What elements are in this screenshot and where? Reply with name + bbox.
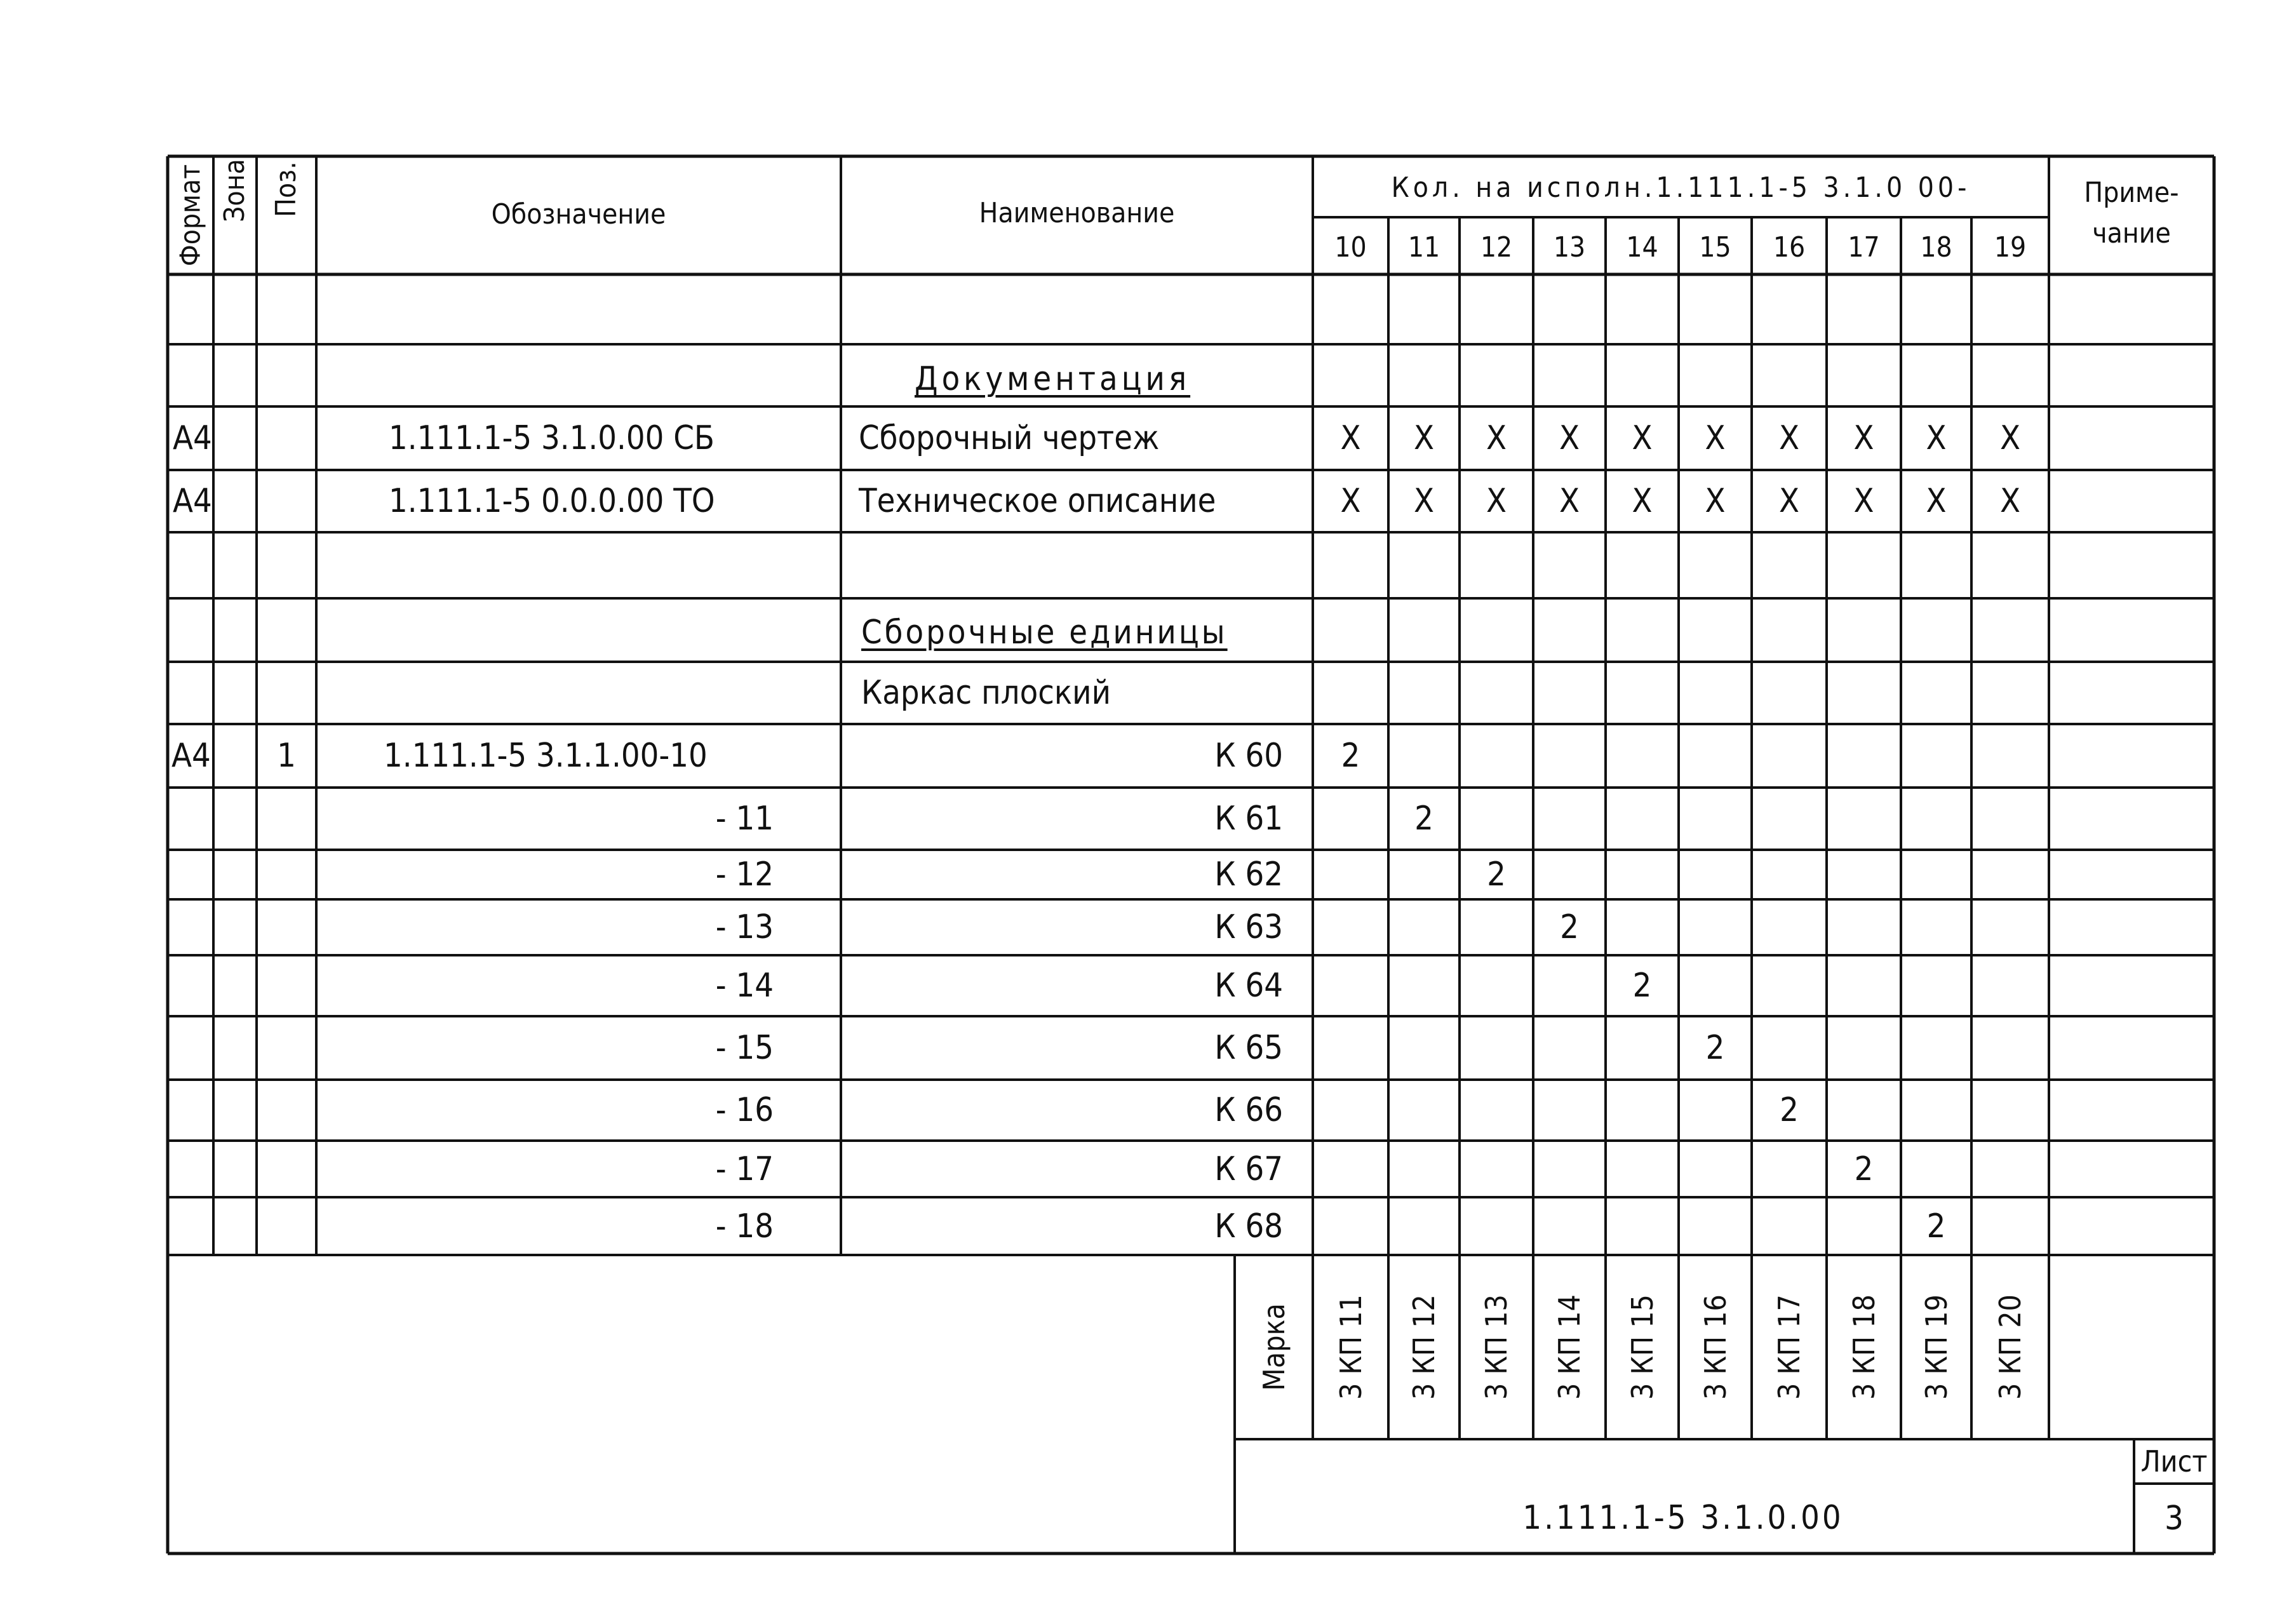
marka-value: 3 КП 14 (1552, 1294, 1587, 1400)
frame-row-qty: 2 (1632, 967, 1652, 1005)
frame-row-name: К 68 (1214, 1207, 1283, 1245)
header-variant-10: 10 (1334, 231, 1367, 264)
doc-row-name: Техническое описание (859, 482, 1216, 520)
header-variant-16: 16 (1773, 231, 1806, 264)
marka-value: 3 КП 15 (1625, 1294, 1660, 1400)
frame-row-designation: - 17 (715, 1150, 774, 1188)
marka-label: Марка (1256, 1303, 1291, 1391)
frame-row-name: К 65 (1214, 1029, 1283, 1067)
header-variant-15: 15 (1699, 231, 1731, 264)
doc-row-mark: X (1778, 482, 1800, 520)
sheet-label: Лист (2140, 1444, 2208, 1479)
frame-row-designation: - 11 (715, 800, 774, 838)
doc-row-mark: X (1632, 482, 1653, 520)
sheet-number: 3 (2165, 1500, 2184, 1538)
frame-row-name: К 60 (1214, 737, 1283, 775)
header-zone: Зона (218, 159, 251, 222)
doc-row-designation: 1.111.1-5 3.1.0.00 СБ (389, 419, 715, 457)
doc-row-mark: X (1999, 419, 2021, 457)
doc-row-mark: X (1853, 419, 1874, 457)
doc-row-mark: X (1559, 482, 1580, 520)
frame-row-name: К 67 (1214, 1150, 1283, 1188)
frame-row-designation: - 13 (715, 908, 774, 946)
frame-row-designation: - 18 (715, 1207, 774, 1245)
header-variant-17: 17 (1848, 231, 1880, 264)
doc-row-mark: X (1705, 482, 1726, 520)
doc-row-mark: X (1926, 482, 1947, 520)
doc-row-mark: X (1413, 419, 1435, 457)
doc-row-mark: X (1486, 482, 1507, 520)
doc-row-mark: X (1559, 419, 1580, 457)
frame-row-name: К 62 (1214, 856, 1283, 894)
doc-row-mark: X (1999, 482, 2021, 520)
header-note-line1: Приме- (2084, 177, 2179, 209)
header-note-line2: чание (2092, 217, 2171, 250)
doc-row-name: Сборочный чертеж (859, 419, 1160, 457)
frame-row-name: К 61 (1214, 800, 1283, 838)
section-flat-frame: Каркас плоский (861, 674, 1111, 712)
header-variant-19: 19 (1994, 231, 2027, 264)
header-variant-12: 12 (1480, 231, 1513, 264)
frame-row-name: К 63 (1214, 908, 1283, 946)
frame-row-qty: 2 (1414, 800, 1433, 838)
doc-row-designation: 1.111.1-5 0.0.0.00 ТО (389, 482, 715, 520)
marka-value: 3 КП 19 (1919, 1294, 1954, 1400)
marka-value: 3 КП 12 (1406, 1294, 1441, 1400)
frame-row-name: К 66 (1214, 1091, 1283, 1129)
frame-row-designation: 1.111.1-5 3.1.1.00-10 (384, 737, 708, 775)
section-assembly-units: Сборочные единицы (861, 614, 1228, 652)
header-format: Формат (173, 164, 206, 267)
doc-row-mark: X (1486, 419, 1507, 457)
frame-row-qty: 2 (1926, 1207, 1946, 1245)
section-documentation: Документация (915, 360, 1191, 398)
title-doc-number: 1.111.1-5 3.1.0.00 (1522, 1499, 1844, 1537)
frame-row-qty: 2 (1487, 856, 1506, 894)
marka-value: 3 КП 13 (1479, 1294, 1514, 1400)
frame-row-designation: - 14 (715, 967, 774, 1005)
frame-row-qty: 2 (1560, 908, 1579, 946)
doc-row-mark: X (1705, 419, 1726, 457)
doc-row-mark: X (1926, 419, 1947, 457)
header-qty-title: Кол. на исполн.1.111.1-5 3.1.0 00- (1391, 171, 1971, 204)
doc-row-format: А4 (173, 419, 212, 457)
frame-row-designation: - 16 (715, 1091, 774, 1129)
frame-row-qty: 2 (1705, 1029, 1725, 1067)
doc-row-mark: X (1340, 419, 1361, 457)
doc-row-mark: X (1632, 419, 1653, 457)
marka-value: 3 КП 20 (1992, 1294, 2027, 1400)
header-variant-13: 13 (1553, 231, 1586, 264)
frame-row-qty: 2 (1780, 1091, 1799, 1129)
frame-row-name: К 64 (1214, 967, 1283, 1005)
doc-row-mark: X (1853, 482, 1874, 520)
doc-row-mark: X (1413, 482, 1435, 520)
marka-value: 3 КП 11 (1333, 1294, 1368, 1400)
header-pos: Поз. (269, 161, 302, 217)
frame-row-pos: 1 (277, 737, 296, 775)
doc-row-mark: X (1778, 419, 1800, 457)
header-variant-18: 18 (1920, 231, 1952, 264)
doc-row-mark: X (1340, 482, 1361, 520)
header-variant-11: 11 (1407, 231, 1440, 264)
frame-row-qty: 2 (1341, 737, 1360, 775)
header-variant-14: 14 (1626, 231, 1658, 264)
header-name: Наименование (979, 197, 1175, 229)
marka-value: 3 КП 16 (1698, 1294, 1733, 1400)
doc-row-format: А4 (173, 482, 212, 520)
header-designation: Обозначение (491, 198, 666, 231)
frame-row-designation: - 15 (715, 1029, 774, 1067)
frame-row-format: А4 (171, 737, 211, 775)
marka-value: 3 КП 17 (1771, 1294, 1806, 1400)
frame-row-qty: 2 (1854, 1150, 1874, 1188)
marka-value: 3 КП 18 (1846, 1294, 1881, 1400)
frame-row-designation: - 12 (715, 856, 774, 894)
